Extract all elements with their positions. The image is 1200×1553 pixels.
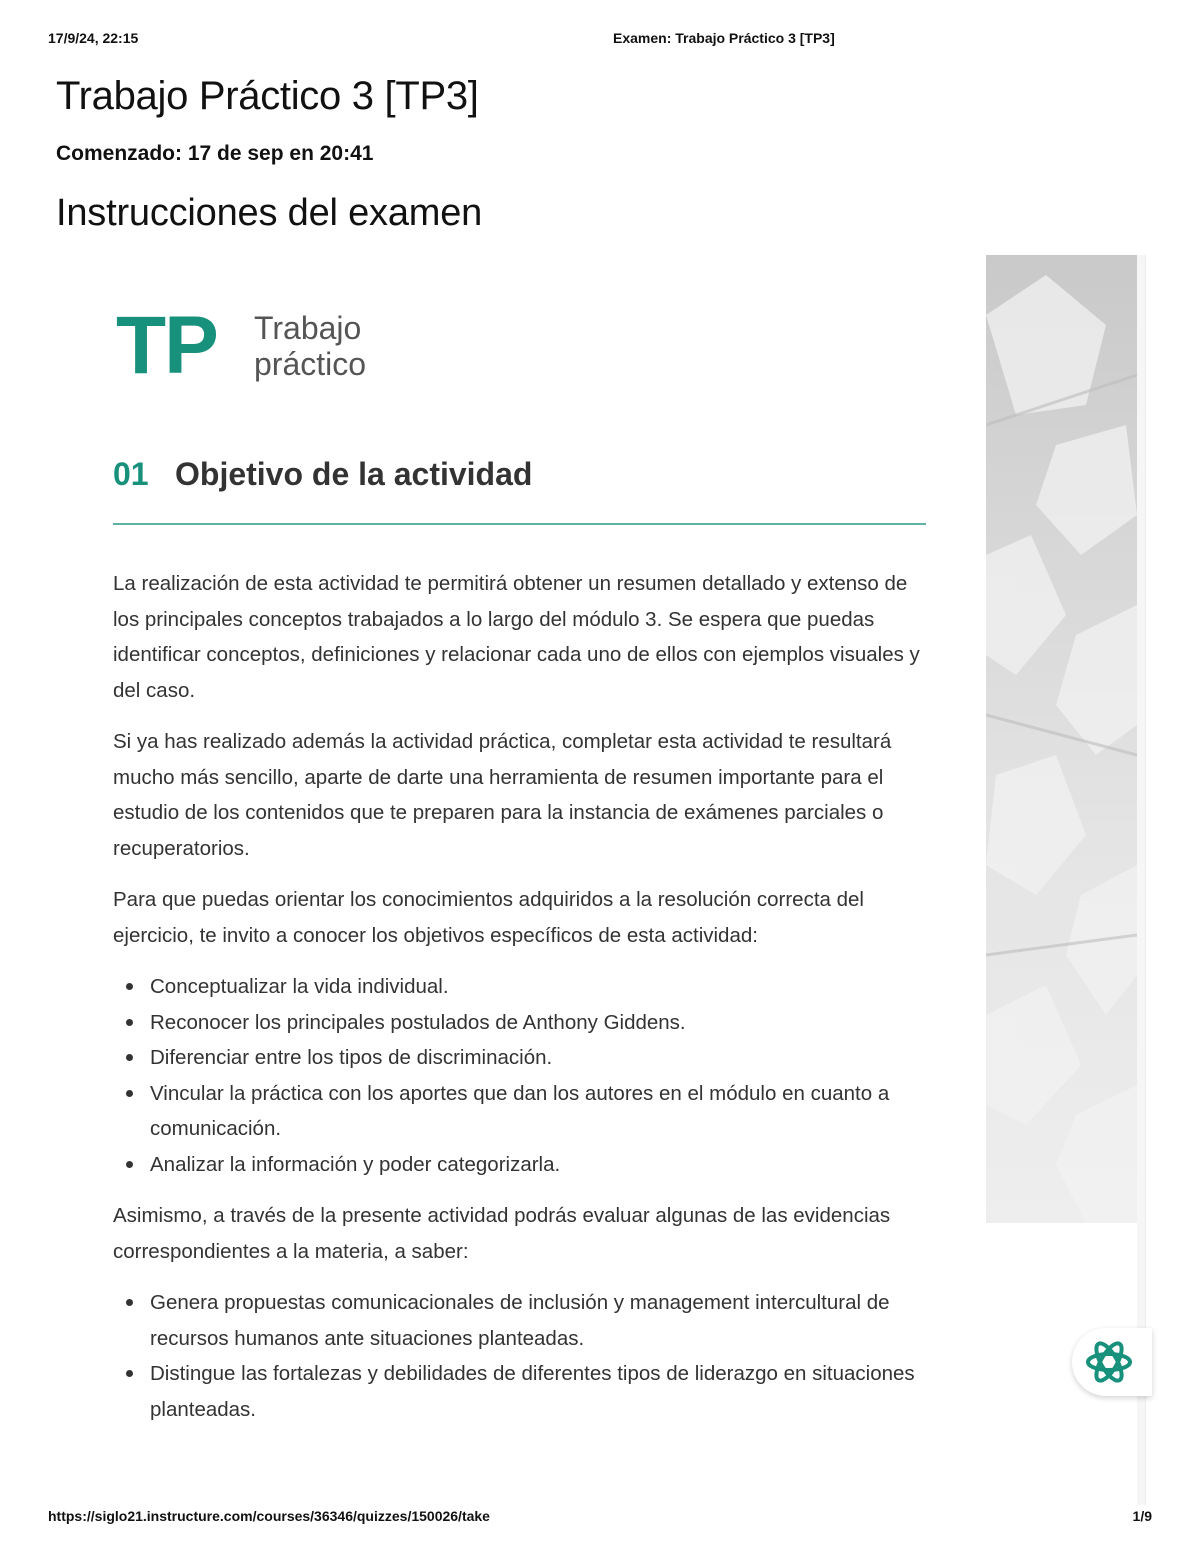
logo-line-2: práctico — [254, 346, 367, 382]
bullet-icon — [126, 1090, 133, 1097]
objective-number: 01 — [113, 456, 149, 492]
help-assistant-button[interactable] — [1072, 1328, 1152, 1396]
page-number: 1/9 — [1132, 1508, 1152, 1524]
list-item: Distingue las fortalezas y debilidades de diferentes tipos de liderazgo en situaciones planteadas. — [113, 1356, 923, 1427]
bullet-icon — [126, 1161, 133, 1168]
instructions-heading: Instrucciones del examen — [56, 192, 483, 234]
paragraph-evidences-intro: Asimismo, a través de la presente actividad podrás evaluar algunas de las evidencias correspondientes a la materia, a saber: — [113, 1204, 891, 1263]
objective-title: Objetivo de la actividad — [175, 456, 533, 492]
page-title: Trabajo Práctico 3 [TP3] — [56, 74, 479, 118]
paragraph-intro: La realización de esta actividad te permitirá obtener un resumen detallado y extenso de los principales conceptos trabajados a lo largo del módulo 3. Se espera que puedas identificar conceptos, definiciones y relacionar cada uno de ellos con ejemplos visuales y del caso. — [113, 572, 920, 702]
logo-text — [254, 310, 366, 382]
list-item: Analizar la información y poder categorizarla. — [113, 1147, 923, 1183]
list-item: Reconocer los principales postulados de Anthony Giddens. — [113, 1005, 923, 1041]
bullet-icon — [126, 1054, 133, 1061]
list-item: Conceptualizar la vida individual. — [113, 969, 923, 1005]
decorative-side-image — [986, 255, 1137, 1223]
print-header — [48, 30, 1152, 50]
print-date: 17/9/24, 22:15 — [48, 30, 139, 46]
list-item: Vincular la práctica con los aportes que dan los autores en el módulo en cuanto a comunicación. — [113, 1076, 923, 1147]
side-image-edge — [1137, 255, 1146, 1505]
paragraph-practice: Si ya has realizado además la actividad práctica, completar esta actividad te resultará mucho más sencillo, aparte de darte una herramienta de resumen importante para el estudio de los contenidos que te preparen para la instancia de exámenes parciales o recuperatorios. — [113, 730, 892, 860]
evidences-list — [113, 1285, 923, 1427]
logo-line-1: Trabajo — [254, 310, 362, 346]
bullet-icon — [126, 1370, 133, 1377]
list-item: Genera propuestas comunicacionales de inclusión y management intercultural de recursos humanos ante situaciones planteadas. — [113, 1285, 923, 1356]
list-item: Diferenciar entre los tipos de discriminación. — [113, 1040, 923, 1076]
print-doc-title: Examen: Trabajo Práctico 3 [TP3] — [613, 30, 835, 46]
atom-help-icon — [1084, 1337, 1134, 1387]
section-divider — [113, 523, 926, 525]
logo-letters: TP — [116, 300, 217, 391]
objectives-list — [113, 969, 923, 1182]
bullet-icon — [126, 1019, 133, 1026]
bullet-icon — [126, 1299, 133, 1306]
paragraph-objectives-intro: Para que puedas orientar los conocimientos adquiridos a la resolución correcta del ejercicio, te invito a conocer los objetivos específicos de esta actividad: — [113, 888, 864, 947]
print-url: https://siglo21.instructure.com/courses/36346/quizzes/150026/take — [48, 1508, 490, 1524]
started-timestamp: Comenzado: 17 de sep en 20:41 — [56, 142, 374, 165]
bullet-icon — [126, 983, 133, 990]
instructions-content — [113, 566, 923, 1443]
